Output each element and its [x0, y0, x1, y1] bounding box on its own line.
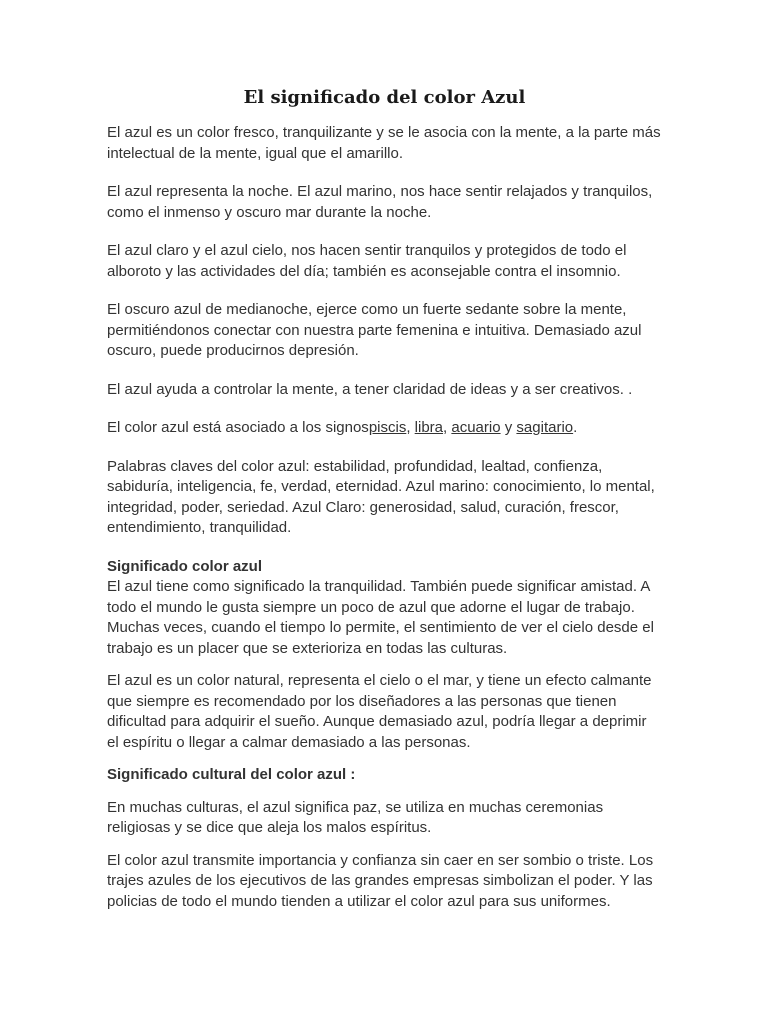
section-meaning: [107, 557, 662, 660]
paragraph-zodiac-signs: [107, 418, 662, 439]
paragraph-midnight-blue: El oscuro azul de medianoche, ejerce como un fuerte sedante sobre la mente, permitiéndonos conectar con nuestra parte femenina e intuitiva. Demasiado azul oscuro, puede producirnos depresión.: [107, 301, 642, 359]
section-body-meaning: El azul tiene como significado la tranquilidad. También puede significar amistad. A todo el mundo le gusta siempre un poco de azul que adorne el lugar de trabajo. Muchas veces, cuando el tiempo lo permite, el sentimiento de ver el cielo desde el trabajo es un placer que se exterioriza en todas las culturas.: [107, 578, 654, 657]
section-heading-meaning: Significado color azul: [107, 557, 263, 575]
zodiac-separator: y: [500, 419, 517, 436]
paragraph-light-blue: El azul claro y el azul cielo, nos hacen sentir tranquilos y protegidos de todo el alboroto y las actividades del día; también es aconsejable contra el insomnio.: [107, 242, 627, 280]
paragraph-night: El azul representa la noche. El azul marino, nos hace sentir relajados y tranquilos, como el inmenso y oscuro mar durante la noche.: [107, 183, 653, 221]
paragraph-keywords: Palabras claves del color azul: estabilidad, profundidad, lealtad, confienza, sabiduría, inteligencia, fe, verdad, eternidad. Azul marino: conocimiento, lo mental, integridad, poder, seriedad. Azul Claro: generosidad, salud, curación, frescor, entendimiento, tranquilidad.: [107, 457, 655, 536]
paragraph-trust: El color azul transmite importancia y confianza sin caer en ser sombio o triste. Los trajes azules de los ejecutivos de las grandes empresas simbolizan el poder. Y las policias de todo el mundo tienden a utilizar el color azul para sus uniformes.: [107, 851, 654, 910]
link-piscis[interactable]: piscis: [368, 419, 407, 436]
zodiac-separator: ,: [443, 419, 452, 436]
zodiac-intro-text: El color azul está asociado a los signos: [107, 419, 369, 436]
section-heading-cultural: Significado cultural del color azul :: [107, 766, 356, 783]
link-libra[interactable]: libra: [414, 419, 444, 436]
paragraph-peace: En muchas culturas, el azul significa paz, se utiliza en muchas ceremonias religiosas y se dice que aleja los malos espíritus.: [107, 798, 604, 836]
link-sagitario[interactable]: sagitario: [516, 419, 574, 436]
paragraph-natural-color: El azul es un color natural, representa el cielo o el mar, y tiene un efecto calmante que siempre es recomendado por los diseñadores a las personas que tienen dificultad para adquirir el sueño. Aunque demasiado azul, podría llegar a deprimir el espíritu o llegar a calmar demasiado a las personas.: [107, 672, 652, 751]
zodiac-separator: ,: [406, 419, 415, 436]
paragraph-intro: El azul es un color fresco, tranquilizante y se le asocia con la mente, a la parte más intelectual de la mente, igual que el amarillo.: [107, 124, 661, 162]
zodiac-end: .: [573, 419, 578, 436]
document-title: El significado del color Azul: [243, 87, 526, 108]
paragraph-mind-control: El azul ayuda a controlar la mente, a tener claridad de ideas y a ser creativos. .: [107, 380, 633, 398]
link-acuario[interactable]: acuario: [451, 419, 501, 436]
section-cultural: [107, 765, 662, 786]
